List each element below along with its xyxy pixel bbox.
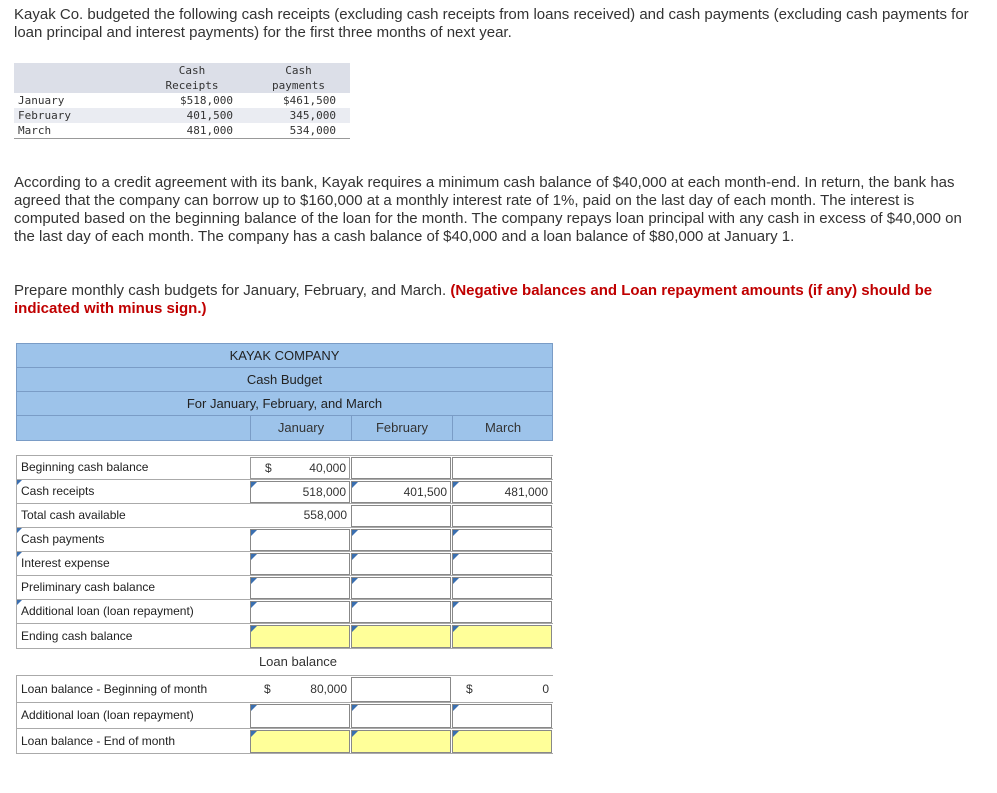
cell-marker-icon — [453, 602, 459, 608]
amount-input[interactable] — [452, 730, 552, 753]
row-label: Interest expense — [21, 556, 110, 570]
cell-marker-icon — [251, 731, 257, 737]
instruction-text: Prepare monthly cash budgets for January, February, and March. — [14, 282, 447, 299]
amount-input[interactable] — [250, 601, 350, 623]
row-label-box — [16, 703, 249, 728]
amount-input[interactable] — [351, 601, 451, 623]
row-label-box[interactable] — [16, 600, 249, 623]
receipts-value: $518,000 — [137, 93, 247, 108]
row-label-box[interactable] — [16, 480, 249, 503]
cell-marker-icon — [453, 482, 459, 488]
amount-input[interactable] — [452, 529, 552, 551]
credit-agreement-paragraph: According to a credit agreement with its bank, Kayak requires a minimum cash balance of $40,000 at each month-end. In return, the bank has agreed that the company can borrow up to $160,000 at a monthly interest rate of 1%, paid on the last day of each month. The interest is computed based on the beginning balance of the loan for the month. The company repays loan principal with any cash in excess of $40,000 on the last day of each month. The company has a cash balance of $40,000 and a loan balance of $80,000 at January 1. — [14, 174, 962, 245]
amount-input[interactable] — [452, 553, 552, 575]
month-label: January — [14, 93, 137, 108]
table-row — [16, 527, 553, 551]
header-payments-line2: payments — [272, 79, 325, 92]
table-row — [16, 479, 553, 503]
row-label: Loan balance - Beginning of month — [21, 682, 208, 696]
amount-input[interactable] — [250, 625, 350, 648]
amount-value: 401,500 — [403, 485, 447, 499]
amount-input[interactable] — [351, 704, 451, 728]
amount-value: 481,000 — [504, 485, 548, 499]
amount-value: 558,000 — [303, 508, 347, 522]
amount-input[interactable] — [452, 457, 552, 479]
amount-input[interactable] — [351, 625, 451, 648]
table-row — [14, 108, 350, 123]
cell-marker-icon — [352, 602, 358, 608]
row-label: Loan balance - End of month — [21, 734, 176, 748]
amount-input[interactable] — [351, 730, 451, 753]
table-row — [16, 455, 553, 479]
table-row — [16, 575, 553, 599]
table-row — [14, 93, 350, 108]
cell-marker-icon — [251, 578, 257, 584]
dollar-sign: $ — [265, 461, 272, 475]
payments-value: 534,000 — [247, 123, 350, 139]
table-row — [16, 675, 553, 702]
row-label: Cash receipts — [21, 484, 95, 498]
cell-marker-icon — [352, 554, 358, 560]
col-january: January — [277, 420, 325, 435]
amount-cell — [250, 677, 350, 702]
amount-input[interactable] — [452, 577, 552, 599]
month-label: February — [14, 108, 137, 123]
amount-input[interactable] — [250, 704, 350, 728]
amount-cell — [250, 457, 350, 479]
header-payments-line1: Cash — [285, 64, 312, 77]
amount-input[interactable] — [452, 481, 552, 503]
month-label: March — [14, 123, 137, 139]
amount-input[interactable] — [250, 577, 350, 599]
table-row — [16, 599, 553, 623]
amount-value: 0 — [542, 682, 549, 696]
cell-marker-icon — [352, 705, 358, 711]
row-label: Additional loan (loan repayment) — [21, 604, 194, 618]
row-label: Ending cash balance — [21, 629, 133, 643]
cell-marker-icon — [251, 482, 257, 488]
budget-rows — [16, 455, 553, 649]
cell-marker-icon — [453, 578, 459, 584]
cell-marker-icon — [352, 530, 358, 536]
amount-input[interactable] — [250, 553, 350, 575]
table-row — [16, 702, 553, 728]
dollar-sign: $ — [264, 682, 271, 696]
cell-marker-icon — [453, 731, 459, 737]
amount-input[interactable] — [250, 481, 350, 503]
instructions — [14, 282, 974, 318]
col-february: February — [375, 420, 429, 435]
cell-marker-icon — [251, 626, 257, 632]
table-row — [14, 123, 350, 139]
amount-input[interactable] — [250, 730, 350, 753]
header-receipts-line2: Receipts — [165, 79, 219, 92]
payments-value: 345,000 — [247, 108, 350, 123]
dollar-sign: $ — [466, 682, 473, 696]
cash-budget-form — [16, 343, 553, 754]
cell-marker-icon — [251, 530, 257, 536]
loan-rows — [16, 675, 553, 754]
amount-input[interactable] — [452, 704, 552, 728]
amount-input[interactable] — [250, 529, 350, 551]
table-row — [16, 728, 553, 754]
receipts-value: 401,500 — [137, 108, 247, 123]
company-name: KAYAK COMPANY — [16, 343, 553, 367]
table-row — [16, 623, 553, 649]
amount-input[interactable] — [452, 601, 552, 623]
row-label: Total cash available — [21, 508, 126, 522]
cell-marker-icon — [453, 530, 459, 536]
amount-cell — [250, 505, 350, 527]
header-receipts-line1: Cash — [178, 64, 206, 77]
row-label-box — [16, 624, 249, 648]
table-row — [16, 551, 553, 575]
cell-marker-icon — [352, 578, 358, 584]
col-march: March — [484, 420, 522, 435]
table-row — [16, 503, 553, 527]
amount-value: 518,000 — [302, 485, 346, 499]
amount-input[interactable] — [452, 625, 552, 648]
amount-input[interactable] — [351, 481, 451, 503]
row-label: Beginning cash balance — [21, 460, 149, 474]
amount-value: 40,000 — [309, 461, 346, 475]
cell-marker-icon — [453, 554, 459, 560]
cell-marker-icon — [251, 554, 257, 560]
row-label-box — [16, 576, 249, 599]
row-label-box[interactable] — [16, 552, 249, 575]
row-label: Preliminary cash balance — [21, 580, 156, 594]
loan-balance-header — [16, 649, 553, 675]
cell-marker-icon — [352, 626, 358, 632]
given-data-table — [14, 63, 350, 139]
loan-balance-title: Loan balance — [258, 654, 338, 669]
amount-input[interactable] — [351, 553, 451, 575]
amount-value: 80,000 — [310, 682, 347, 696]
row-label-box[interactable] — [16, 528, 249, 551]
cell-marker-icon — [352, 731, 358, 737]
row-label-box — [16, 456, 249, 479]
amount-cell — [452, 677, 552, 702]
cell-marker-icon — [251, 602, 257, 608]
cell-marker-icon — [453, 626, 459, 632]
receipts-value: 481,000 — [137, 123, 247, 139]
row-label: Additional loan (loan repayment) — [21, 708, 194, 722]
row-label: Cash payments — [21, 532, 105, 546]
amount-input[interactable] — [452, 505, 552, 527]
row-label-box — [16, 676, 249, 702]
amount-input[interactable] — [351, 529, 451, 551]
budget-period: For January, February, and March — [16, 391, 553, 416]
cell-marker-icon — [453, 705, 459, 711]
column-header-row — [16, 416, 553, 441]
given-table-header — [14, 63, 350, 93]
budget-title: Cash Budget — [16, 367, 553, 391]
amount-input[interactable] — [351, 457, 451, 479]
row-label-box — [16, 504, 249, 527]
amount-input[interactable] — [351, 577, 451, 599]
cell-marker-icon — [352, 482, 358, 488]
amount-input[interactable] — [351, 677, 451, 702]
cell-marker-icon — [251, 705, 257, 711]
problem-intro: Kayak Co. budgeted the following cash receipts (excluding cash receipts from loans received) and cash payments (excluding cash payments for loan principal and interest payments) for the first three months of next year. — [14, 6, 969, 41]
instruction-note: (Negative balances and Loan repayment amounts (if any) should be indicated with minus sign.) — [14, 282, 933, 317]
amount-input[interactable] — [351, 505, 451, 527]
payments-value: $461,500 — [247, 93, 350, 108]
row-label-box — [16, 729, 249, 753]
